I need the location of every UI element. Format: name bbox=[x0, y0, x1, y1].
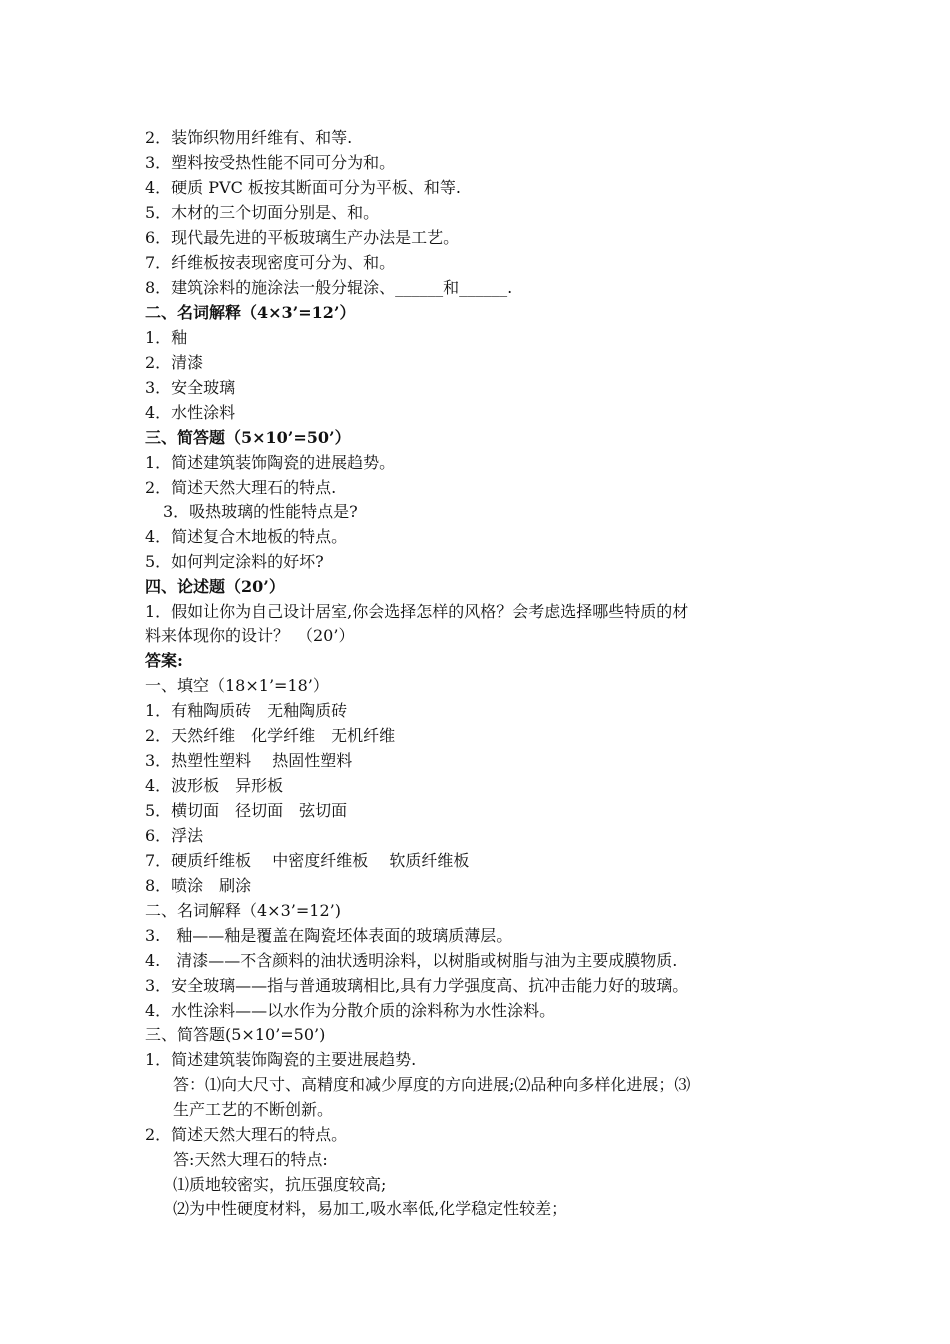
q1-line-7: 7．纤维板按表现密度可分为、和。 bbox=[145, 253, 396, 272]
short-answer-a2-point-2: ⑵为中性硬度材料，易加工,吸水率低,化学稳定性较差； bbox=[173, 1199, 568, 1218]
fill-answer-3: 3．热塑性塑料 热固性塑料 bbox=[145, 751, 353, 770]
term-answer-2: 4. 清漆——不含颜料的油状透明涂料，以树脂或树脂与油为主要成膜物质. bbox=[145, 951, 678, 970]
term-item-4: 4．水性涂料 bbox=[145, 403, 236, 422]
term-item-3: 3．安全玻璃 bbox=[145, 378, 236, 397]
short-answer-item-4: 4．简述复合木地板的特点。 bbox=[145, 527, 348, 546]
term-answer-1: 3. 釉——釉是覆盖在陶瓷坯体表面的玻璃质薄层。 bbox=[145, 926, 513, 945]
short-answer-item-1: 1．简述建筑装饰陶瓷的进展趋势。 bbox=[145, 453, 396, 472]
short-answer-a1-line-1: 答：⑴向大尺寸、高精度和减少厚度的方向进展;⑵品种向多样化进展；⑶ bbox=[173, 1075, 691, 1094]
fill-answer-2: 2．天然纤维 化学纤维 无机纤维 bbox=[145, 726, 396, 745]
q1-line-8: 8．建筑涂料的施涂法一般分辊涂、______和______. bbox=[145, 278, 513, 297]
short-answer-a2-point-1: ⑴质地较密实，抗压强度较高; bbox=[173, 1175, 387, 1194]
short-answer-q1: 1．简述建筑装饰陶瓷的主要进展趋势. bbox=[145, 1050, 417, 1069]
answers-fill-heading: 一、填空（18×1’=18’） bbox=[145, 676, 329, 695]
fill-answer-4: 4．波形板 异形板 bbox=[145, 776, 284, 795]
answers-short-heading: 三、简答题(5×10’=50’) bbox=[145, 1025, 326, 1044]
term-answer-4: 4．水性涂料——以水作为分散介质的涂料称为水性涂料。 bbox=[145, 1001, 556, 1020]
section-heading-essay: 四、论述题（20’） bbox=[145, 577, 285, 596]
short-answer-item-3: 3．吸热玻璃的性能特点是? bbox=[163, 502, 358, 521]
term-answer-3: 3．安全玻璃——指与普通玻璃相比,具有力学强度高、抗冲击能力好的玻璃。 bbox=[145, 976, 689, 995]
q1-line-6: 6．现代最先进的平板玻璃生产办法是工艺。 bbox=[145, 228, 460, 247]
q1-line-4: 4．硬质 PVC 板按其断面可分为平板、和等. bbox=[145, 178, 462, 197]
section-heading-short-answer: 三、简答题（5×10’=50’） bbox=[145, 428, 351, 447]
fill-answer-1: 1．有釉陶质砖 无釉陶质砖 bbox=[145, 701, 348, 720]
q1-line-5: 5．木材的三个切面分别是、和。 bbox=[145, 203, 380, 222]
short-answer-a1-line-2: 生产工艺的不断创新。 bbox=[173, 1100, 334, 1119]
essay-question-line-1: 1．假如让你为自己设计居室,你会选择怎样的风格？会考虑选择哪些特质的材 bbox=[145, 602, 689, 621]
term-item-1: 1．釉 bbox=[145, 328, 188, 347]
fill-answer-6: 6．浮法 bbox=[145, 826, 204, 845]
fill-answer-5: 5．横切面 径切面 弦切面 bbox=[145, 801, 348, 820]
fill-answer-8: 8．喷涂 刷涂 bbox=[145, 876, 252, 895]
fill-answer-7: 7．硬质纤维板 中密度纤维板 软质纤维板 bbox=[145, 851, 470, 870]
short-answer-item-2: 2．简述天然大理石的特点. bbox=[145, 478, 337, 497]
q1-line-2: 2．装饰织物用纤维有、和等. bbox=[145, 128, 353, 147]
short-answer-a2-intro: 答:天然大理石的特点: bbox=[173, 1150, 328, 1169]
section-heading-terms: 二、名词解释（4×3’=12’） bbox=[145, 303, 356, 322]
essay-question-line-2: 料来体现你的设计？ （20’） bbox=[145, 626, 355, 645]
answers-heading: 答案: bbox=[145, 651, 183, 670]
answers-terms-heading: 二、名词解释（4×3’=12’) bbox=[145, 901, 341, 920]
short-answer-item-5: 5．如何判定涂料的好坏? bbox=[145, 552, 324, 571]
q1-line-3: 3．塑料按受热性能不同可分为和。 bbox=[145, 153, 396, 172]
short-answer-q2: 2．简述天然大理石的特点。 bbox=[145, 1125, 348, 1144]
term-item-2: 2．清漆 bbox=[145, 353, 204, 372]
